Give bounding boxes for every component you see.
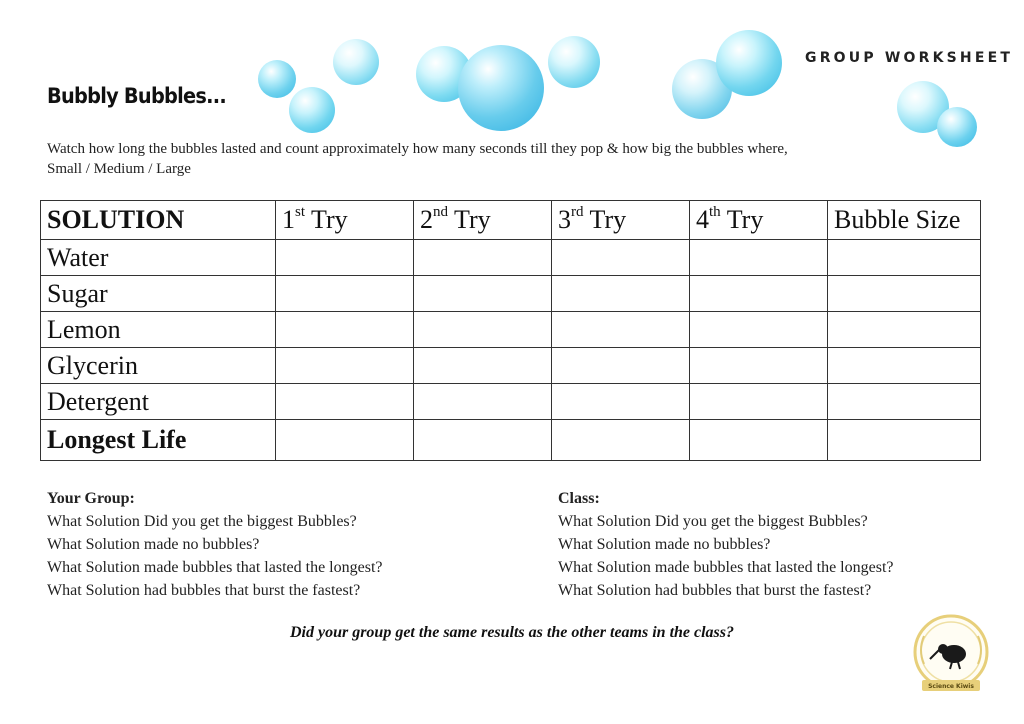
table-row: [41, 276, 981, 312]
table-row: [41, 312, 981, 348]
header-try-3-word: Try: [583, 205, 627, 234]
row-label: Sugar: [41, 276, 276, 312]
bubble-icon: [289, 87, 335, 133]
entry-cell[interactable]: [552, 348, 690, 384]
table-row: [41, 240, 981, 276]
header-try-2-word: Try: [448, 205, 491, 234]
bubble-icon: [548, 36, 600, 88]
entry-cell[interactable]: [276, 312, 414, 348]
table-row: [41, 348, 981, 384]
entry-cell[interactable]: [276, 420, 414, 461]
row-label: Detergent: [41, 384, 276, 420]
results-table: [40, 200, 981, 461]
table-header-row: [41, 201, 981, 240]
table-row: [41, 384, 981, 420]
entry-cell[interactable]: [276, 240, 414, 276]
bubble-icon: [716, 30, 782, 96]
instructions-line: Watch how long the bubbles lasted and count approximately how many seconds till they pop & how big the bubbles where,: [47, 141, 788, 157]
header-try-4-word: Try: [720, 205, 764, 234]
entry-cell[interactable]: [276, 276, 414, 312]
entry-cell[interactable]: [414, 312, 552, 348]
entry-cell[interactable]: [828, 276, 981, 312]
entry-cell[interactable]: [276, 348, 414, 384]
question-item: What Solution Did you get the biggest Bubbles?: [47, 513, 357, 530]
class-heading: Class:: [558, 490, 600, 507]
entry-cell[interactable]: [690, 384, 828, 420]
header-try-1: [276, 201, 414, 240]
entry-cell[interactable]: [552, 240, 690, 276]
footer-question: Did your group get the same results as the other teams in the class?: [289, 624, 735, 641]
row-label: Lemon: [41, 312, 276, 348]
question-item: What Solution had bubbles that burst the fastest?: [558, 582, 872, 599]
header-try-3: [552, 201, 690, 240]
badge-label: Science Kiwis: [928, 683, 974, 690]
your-group-questions: [47, 487, 487, 602]
entry-cell[interactable]: [828, 312, 981, 348]
entry-cell[interactable]: [552, 312, 690, 348]
entry-cell[interactable]: [414, 276, 552, 312]
header-try-2-number: 2: [420, 205, 433, 234]
entry-cell[interactable]: [552, 276, 690, 312]
question-item: What Solution made bubbles that lasted the longest?: [47, 559, 383, 576]
entry-cell[interactable]: [690, 348, 828, 384]
header-solution: SOLUTION: [41, 201, 276, 240]
question-item: What Solution had bubbles that burst the fastest?: [47, 582, 361, 599]
header-try-1-number: 1: [282, 205, 295, 234]
row-label-longest-life: Longest Life: [41, 420, 276, 461]
page-title: Bubbly Bubbles...: [47, 84, 226, 108]
your-group-heading: Your Group:: [47, 490, 135, 507]
class-questions: [558, 487, 998, 602]
header-try-2-suffix: nd: [433, 204, 448, 221]
entry-cell[interactable]: [552, 384, 690, 420]
header-try-4-number: 4: [696, 205, 709, 234]
bubble-icon: [258, 60, 296, 98]
header-try-3-suffix: rd: [571, 204, 584, 221]
entry-cell[interactable]: [828, 420, 981, 461]
entry-cell[interactable]: [828, 348, 981, 384]
header-try-1-word: Try: [305, 205, 348, 234]
header-try-4-suffix: th: [709, 204, 721, 221]
row-label: Water: [41, 240, 276, 276]
entry-cell[interactable]: [414, 240, 552, 276]
worksheet-label: GROUP WORKSHEET: [805, 50, 1014, 66]
entry-cell[interactable]: [690, 276, 828, 312]
entry-cell[interactable]: [828, 384, 981, 420]
entry-cell[interactable]: [690, 312, 828, 348]
header-try-3-number: 3: [558, 205, 571, 234]
question-item: What Solution Did you get the biggest Bubbles?: [558, 513, 868, 530]
science-kiwis-badge: [910, 612, 992, 698]
header-try-4: [690, 201, 828, 240]
entry-cell[interactable]: [414, 384, 552, 420]
question-item: What Solution made no bubbles?: [47, 536, 260, 553]
entry-cell[interactable]: [690, 420, 828, 461]
row-label: Glycerin: [41, 348, 276, 384]
instructions: [47, 139, 947, 179]
entry-cell[interactable]: [828, 240, 981, 276]
bubble-icon: [333, 39, 379, 85]
instructions-line: Small / Medium / Large: [47, 161, 191, 177]
entry-cell[interactable]: [552, 420, 690, 461]
table-row: [41, 420, 981, 461]
bubble-icon: [458, 45, 544, 131]
question-item: What Solution made no bubbles?: [558, 536, 771, 553]
entry-cell[interactable]: [276, 384, 414, 420]
entry-cell[interactable]: [414, 348, 552, 384]
question-item: What Solution made bubbles that lasted the longest?: [558, 559, 894, 576]
header-try-2: [414, 201, 552, 240]
entry-cell[interactable]: [690, 240, 828, 276]
header-try-1-suffix: st: [295, 204, 306, 221]
entry-cell[interactable]: [414, 420, 552, 461]
header-bubble-size: Bubble Size: [828, 201, 981, 240]
